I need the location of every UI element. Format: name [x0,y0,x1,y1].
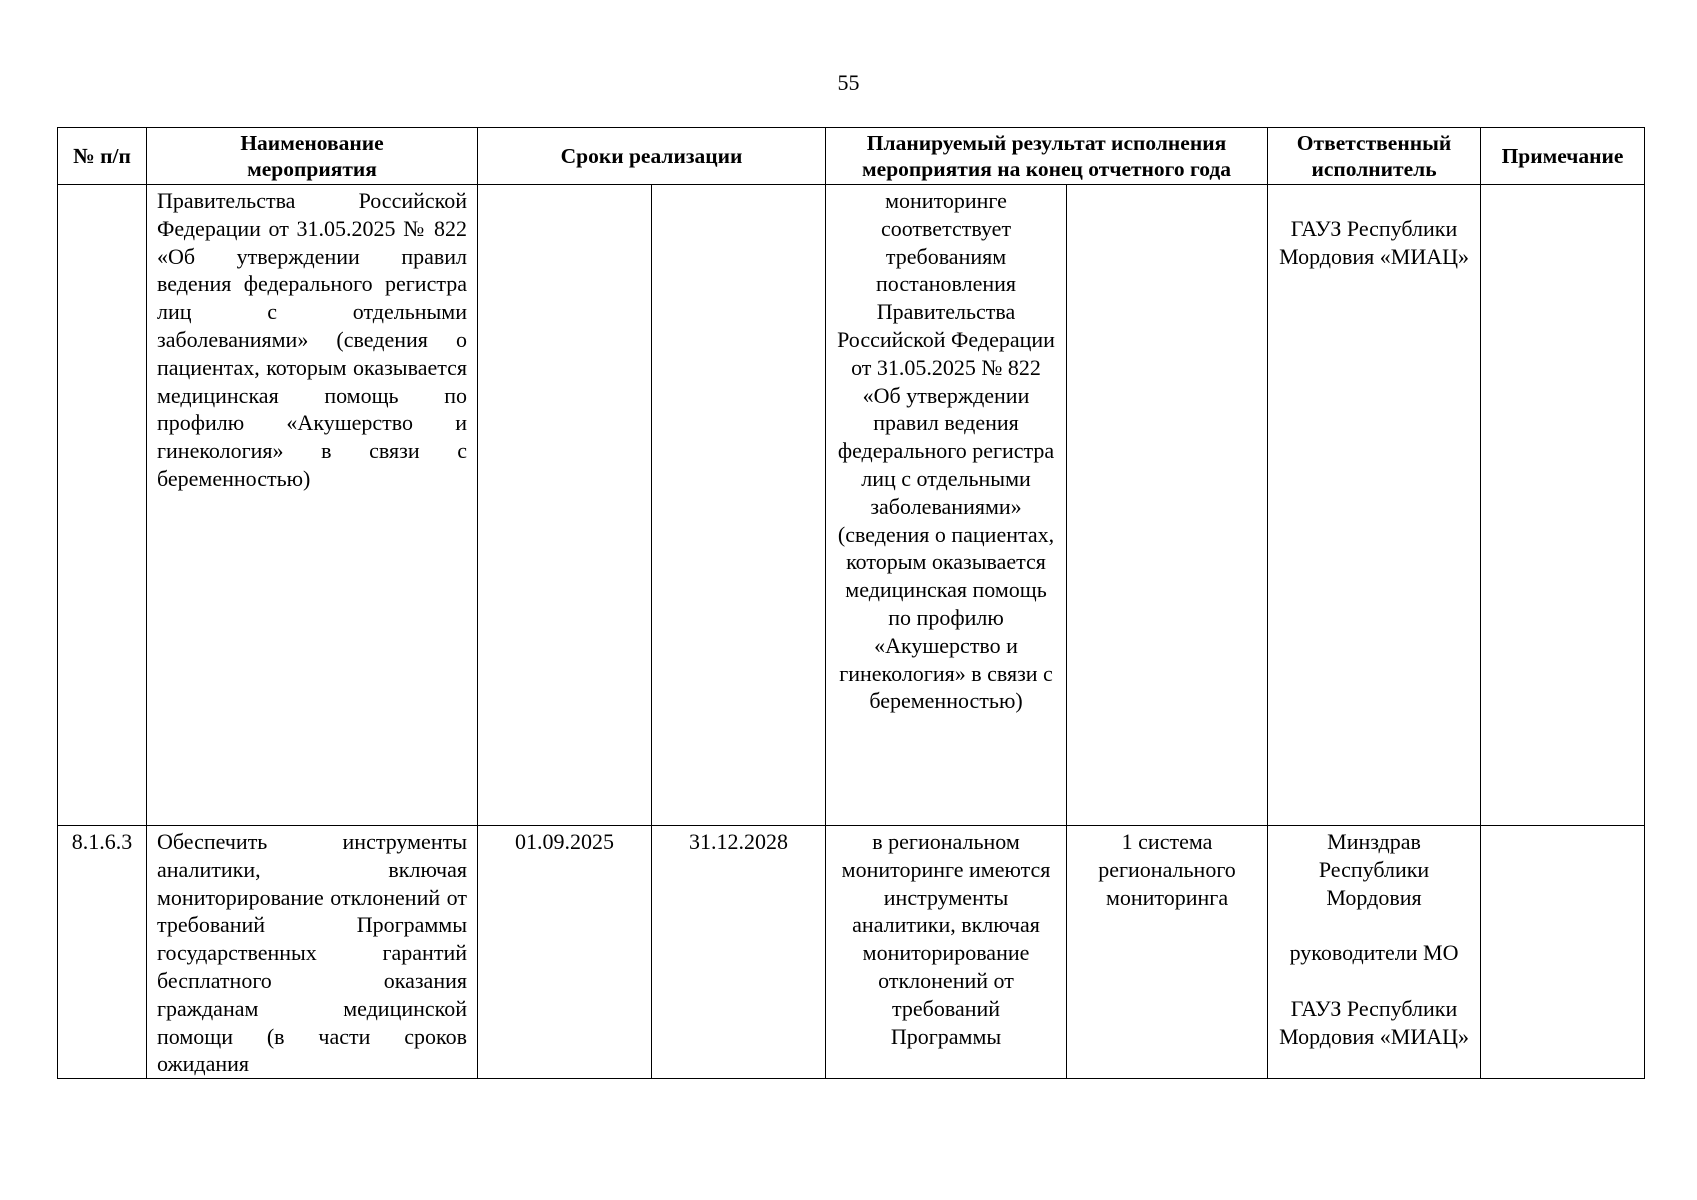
header-terms: Сроки реализации [478,128,826,185]
cell-note [1481,185,1645,826]
cell-name: Обеспечить инструменты аналитики, включая мониторирование отклонений от требований Программы государственных гарантий бесплатного оказания гражданам медицинской помощи (в части сроков ожидания [147,826,478,1079]
header-result [826,128,1268,185]
responsible-line: ГАУЗ Республики Мордовия «МИАЦ» [1279,215,1469,269]
header-name-line2: мероприятия [247,157,377,181]
header-responsible-line2: исполнитель [1311,157,1437,181]
table-row [58,185,1645,826]
cell-indicator [1067,185,1268,826]
cell-end: 31.12.2028 [652,826,826,1079]
cell-num: 8.1.6.3 [58,826,147,1079]
responsible-line: Минздрав Республики Мордовия [1318,829,1430,910]
responsible-line: руководители МО [1289,940,1459,966]
header-responsible [1268,128,1481,185]
table-header-row [58,128,1645,185]
cell-start [478,185,652,826]
header-name-line1: Наименование [240,131,384,155]
cell-num [58,185,147,826]
cell-result: мониторинге соответствует требованиям постановления Правительства Российской Федерации от 31.05.2025 № 822 «Об утверждении правил ведения федерального регистра лиц с отдельными заболеваниями» (сведения о пациентах, которым оказывается медицинская помощь по профилю «Акушерство и гинекология» в связи с беременностью) [826,185,1067,826]
cell-result: в региональном мониторинге имеются инструменты аналитики, включая мониторирование отклонений от требований Программы [826,826,1067,1079]
page-number: 55 [837,70,860,95]
cell-indicator: 1 система регионального мониторинга [1067,826,1268,1079]
header-result-line1: Планируемый результат исполнения [866,131,1227,155]
responsible-line: ГАУЗ Республики Мордовия «МИАЦ» [1279,995,1469,1049]
cell-responsible [1268,826,1481,1079]
header-result-line2: мероприятия на конец отчетного года [862,157,1232,181]
cell-responsible [1268,185,1481,826]
cell-start: 01.09.2025 [478,826,652,1079]
cell-end [652,185,826,826]
cell-note [1481,826,1645,1079]
header-name [147,128,478,185]
table-row [58,826,1645,1079]
header-num: № п/п [58,128,147,185]
plan-table [57,127,1645,1079]
header-responsible-line1: Ответственный [1296,131,1452,155]
responsible-line [1278,187,1470,215]
header-note: Примечание [1481,128,1645,185]
cell-name: Правительства Российской Федерации от 31.05.2025 № 822 «Об утверждении правил ведения федерального регистра лиц с отдельными заболеваниями» (сведения о пациентах, которым оказывается медицинская помощь по профилю «Акушерство и гинекология» в связи с беременностью) [147,185,478,826]
